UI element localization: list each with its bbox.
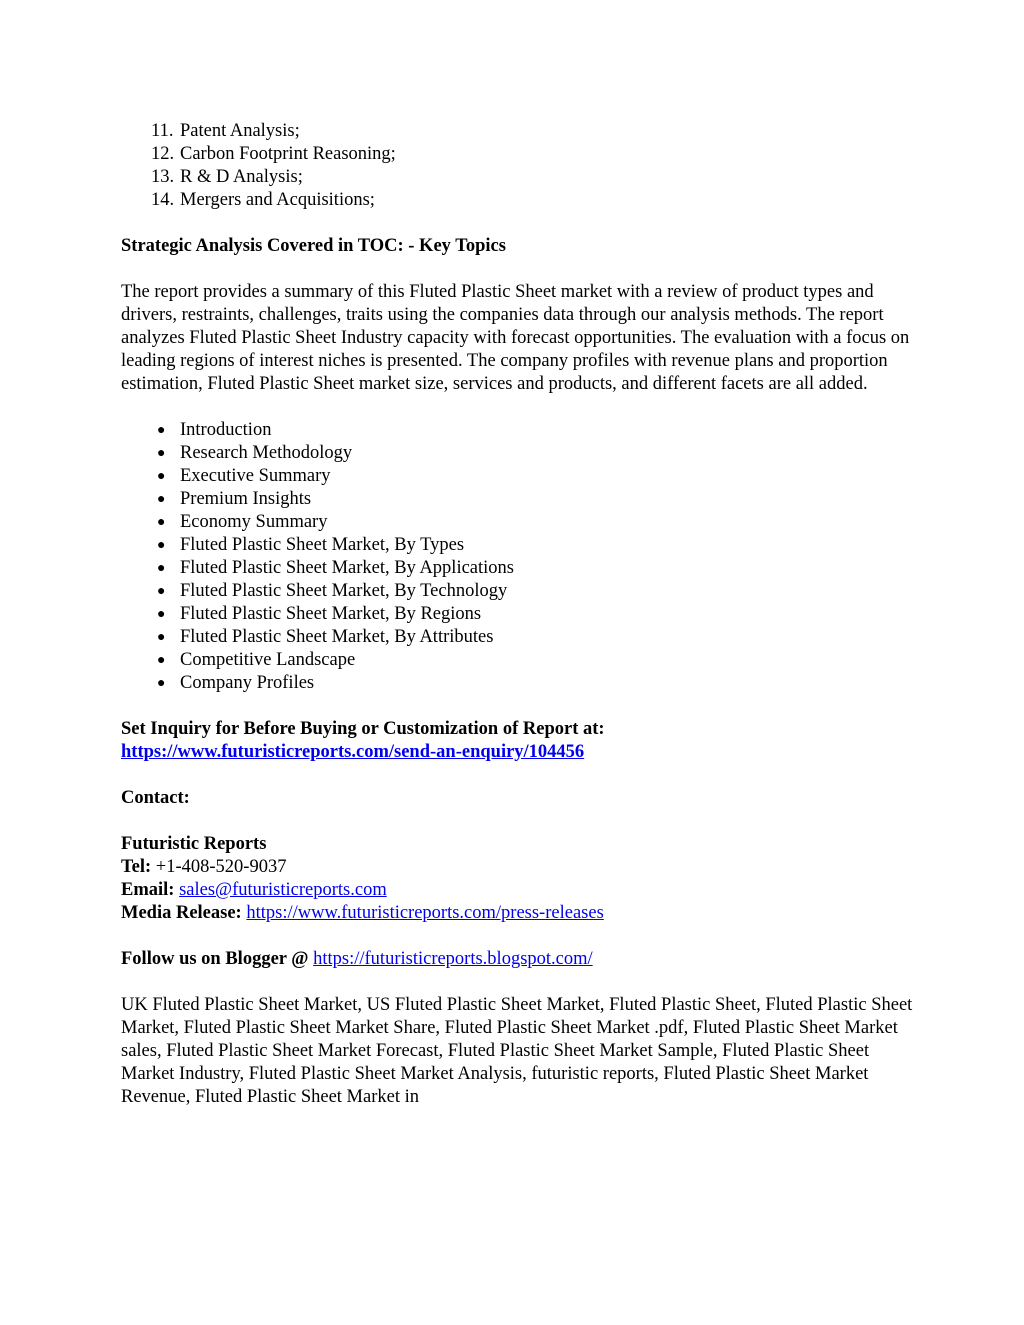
follow-line	[121, 948, 921, 971]
summary-paragraph: The report provides a summary of this Fluted Plastic Sheet market with a review of product types and drivers, restraints, challenges, traits using the companies data through our analysis methods. The report analyzes Fluted Plastic Sheet Industry capacity with forecast opportunities. The evaluation with a focus on leading regions of interest niches is presented. The company profiles with revenue plans and proportion estimation, Fluted Plastic Sheet market size, services and products, and different facets are all added.	[121, 282, 910, 394]
list-number: 11.	[151, 121, 174, 141]
list-item	[121, 649, 921, 672]
bullet-icon: ●	[157, 676, 166, 691]
list-item	[121, 120, 921, 143]
list-item	[121, 511, 921, 534]
list-text: Fluted Plastic Sheet Market, By Technology	[180, 581, 508, 601]
list-item	[121, 672, 921, 695]
list-item	[121, 189, 921, 212]
list-text: Fluted Plastic Sheet Market, By Attributes	[180, 627, 494, 647]
tel-line	[121, 856, 921, 879]
list-text: Patent Analysis;	[180, 121, 300, 141]
media-label: Media Release:	[121, 903, 242, 923]
list-text: Fluted Plastic Sheet Market, By Regions	[180, 604, 482, 624]
email-link[interactable]: sales@futuristicreports.com	[179, 880, 387, 900]
bullet-icon: ●	[157, 423, 166, 438]
bullet-icon: ●	[157, 584, 166, 599]
blogger-link[interactable]: https://futuristicreports.blogspot.com/	[313, 949, 593, 969]
keywords-paragraph: UK Fluted Plastic Sheet Market, US Fluted Plastic Sheet Market, Fluted Plastic Sheet, Fluted Plastic Sheet Market, Fluted Plastic Sheet Market Share, Fluted Plastic Sheet Market .pdf, Fluted Plastic Sheet Market sales, Fluted Plastic Sheet Market Forecast, Fluted Plastic Sheet Market Sample, Fluted Plastic Sheet Market Industry, Fluted Plastic Sheet Market Analysis, futuristic reports, Fluted Plastic Sheet Market Revenue, Fluted Plastic Sheet Market in	[121, 995, 913, 1107]
bullet-icon: ●	[157, 469, 166, 484]
bullet-icon: ●	[157, 446, 166, 461]
list-item	[121, 419, 921, 442]
email-line	[121, 879, 921, 902]
media-release-link[interactable]: https://www.futuristicreports.com/press-releases	[246, 903, 604, 923]
tel-label: Tel:	[121, 857, 152, 877]
list-item	[121, 603, 921, 626]
bullet-icon: ●	[157, 538, 166, 553]
follow-label: Follow us on Blogger @	[121, 949, 309, 969]
list-item	[121, 442, 921, 465]
list-number: 13.	[151, 167, 175, 187]
list-text: Economy Summary	[180, 512, 328, 532]
bullet-icon: ●	[157, 653, 166, 668]
company-name: Futuristic Reports	[121, 834, 267, 854]
list-item	[121, 465, 921, 488]
list-item	[121, 534, 921, 557]
list-text: Premium Insights	[180, 489, 312, 509]
toc-bullet-list	[121, 419, 921, 695]
list-text: Competitive Landscape	[180, 650, 356, 670]
list-text: Mergers and Acquisitions;	[180, 190, 375, 210]
email-label: Email:	[121, 880, 175, 900]
numbered-list	[121, 120, 921, 212]
media-line	[121, 902, 921, 925]
list-text: Fluted Plastic Sheet Market, By Types	[180, 535, 465, 555]
list-text: Company Profiles	[180, 673, 315, 693]
list-text: Introduction	[180, 420, 272, 440]
inquiry-heading: Set Inquiry for Before Buying or Customization of Report at:	[121, 719, 605, 739]
bullet-icon: ●	[157, 630, 166, 645]
list-item	[121, 166, 921, 189]
list-text: Carbon Footprint Reasoning;	[180, 144, 396, 164]
list-item	[121, 580, 921, 603]
list-text: Research Methodology	[180, 443, 353, 463]
list-item	[121, 557, 921, 580]
bullet-icon: ●	[157, 515, 166, 530]
list-text: Executive Summary	[180, 466, 331, 486]
strategic-heading: Strategic Analysis Covered in TOC: - Key Topics	[121, 236, 506, 256]
list-text: R & D Analysis;	[180, 167, 303, 187]
bullet-icon: ●	[157, 561, 166, 576]
bullet-icon: ●	[157, 492, 166, 507]
tel-value: +1-408-520-9037	[151, 857, 287, 877]
list-number: 14.	[151, 190, 175, 210]
bullet-icon: ●	[157, 607, 166, 622]
contact-heading: Contact:	[121, 788, 190, 808]
list-item	[121, 488, 921, 511]
list-number: 12.	[151, 144, 175, 164]
inquiry-link[interactable]: https://www.futuristicreports.com/send-an-enquiry/104456	[121, 742, 585, 762]
list-item	[121, 143, 921, 166]
list-item	[121, 626, 921, 649]
document-page	[121, 120, 921, 1109]
list-text: Fluted Plastic Sheet Market, By Applications	[180, 558, 514, 578]
